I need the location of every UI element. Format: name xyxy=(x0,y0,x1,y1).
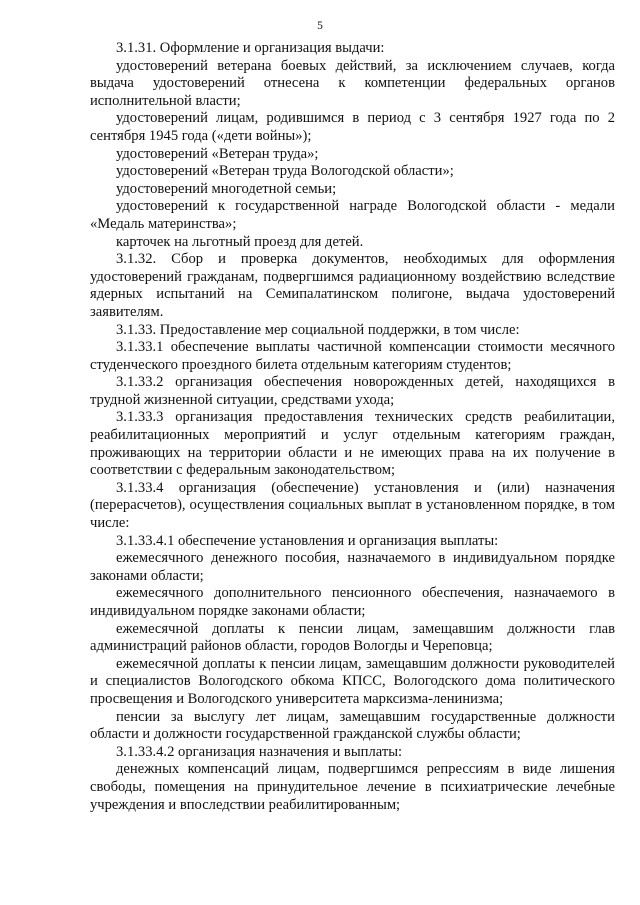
paragraph: 3.1.31. Оформление и организация выдачи: xyxy=(116,40,385,56)
paragraph: карточек на льготный проезд для детей. xyxy=(116,233,364,250)
paragraph: ежемесячной доплаты к пенсии лицам, замещавшим должности руководителей и специалистов Вологодского обкома КПСС, Вологодского дома политического просвещения и Вологодского университета марксизма-ленинизма; xyxy=(90,655,615,707)
paragraph: 3.1.33.4 организация (обеспечение) установления и (или) назначения (перерасчетов), осуществления социальных выплат в установленном порядке, в том числе: xyxy=(90,479,615,532)
paragraph: ежемесячной доплаты к пенсии лицам, замещавшим должности глав администраций районов области, городов Вологды и Череповца; xyxy=(90,620,615,655)
paragraph: денежных компенсаций лицам, подвергшимся репрессиям в виде лишения свободы, помещения на принудительное лечение в психиатрические лечебные учреждения и впоследствии реабилитированным; xyxy=(90,761,615,813)
paragraph: удостоверений «Ветеран труда Вологодской области»; xyxy=(116,163,454,180)
paragraph: 3.1.33.2 организация обеспечения новорожденных детей, находящихся в трудной жизненной ситуации, средствами ухода; xyxy=(90,374,615,408)
paragraph: удостоверений к государственной награде Вологодской области - медали «Медаль материнства»; xyxy=(90,198,615,232)
paragraph: 3.1.33. Предоставление мер социальной поддержки, в том числе: xyxy=(116,321,520,338)
paragraph: 3.1.33.4.2 организация назначения и выплаты: xyxy=(116,743,403,760)
paragraph: удостоверений многодетной семьи; xyxy=(116,180,337,197)
paragraph: 3.1.33.3 организация предоставления технических средств реабилитации, реабилитационных мероприятий и услуг отдельным категориям граждан, проживающих на территории области и не имеющих права на их получение в соответствии с федеральным законодательством; xyxy=(90,409,615,479)
paragraph: удостоверений ветерана боевых действий, за исключением случаев, когда выдача удостоверений отнесена к компетенции федеральных органов исполнительной власти; xyxy=(90,57,615,109)
paragraph: ежемесячного денежного пособия, назначаемого в индивидуальном порядке законами области; xyxy=(90,550,615,584)
paragraph: удостоверений «Ветеран труда»; xyxy=(116,145,319,162)
paragraph: 3.1.32. Сбор и проверка документов, необходимых для оформления удостоверений гражданам, подвергшимся радиационному воздействию вследствие ядерных испытаний на Семипалатинском полигоне, выдача удостоверений заявителям. xyxy=(90,251,615,320)
paragraph: пенсии за выслугу лет лицам, замещавшим государственные должности области и должности государственной гражданской службы области; xyxy=(90,708,615,743)
paragraph: ежемесячного дополнительного пенсионного обеспечения, назначаемого в индивидуальном порядке законами области; xyxy=(90,585,615,619)
paragraph: 3.1.33.1 обеспечение выплаты частичной компенсации стоимости месячного студенческого проездного билета отдельным категориям студентов; xyxy=(90,339,615,373)
paragraph: удостоверений лицам, родившимся в период с 3 сентября 1927 года по 2 сентября 1945 года («дети войны»); xyxy=(90,110,615,144)
paragraph: 3.1.33.4.1 обеспечение установления и организация выплаты: xyxy=(116,532,499,549)
page-number: 5 xyxy=(317,20,323,32)
document-body xyxy=(90,40,615,814)
